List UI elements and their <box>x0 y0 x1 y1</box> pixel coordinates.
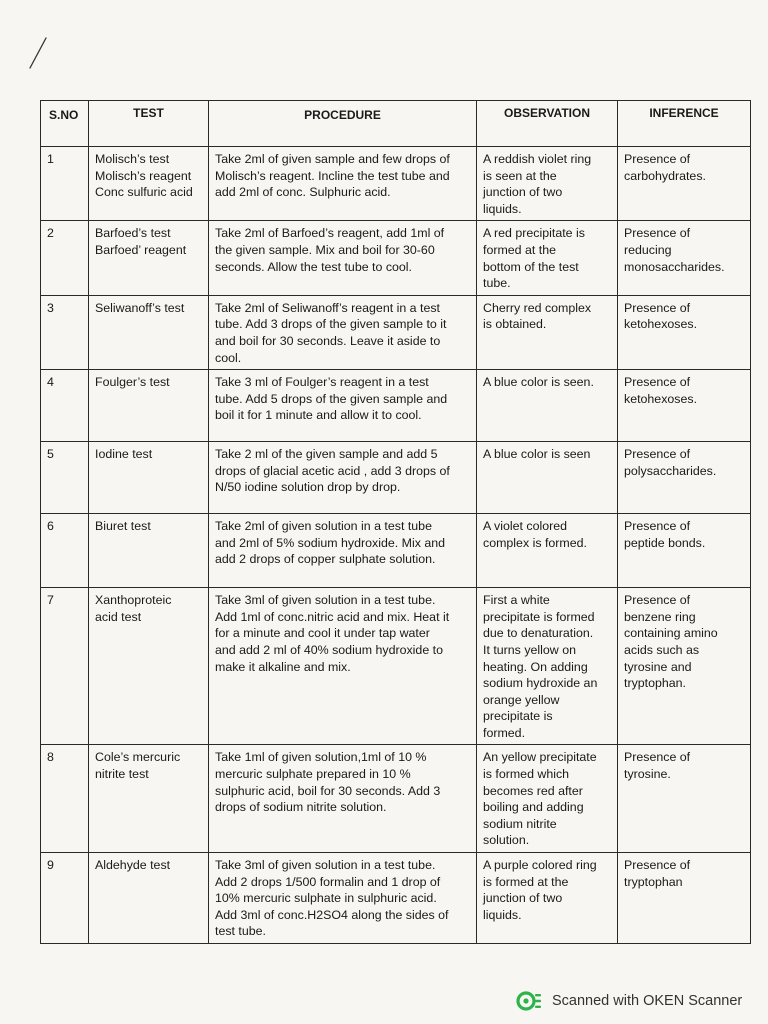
cell-procedure <box>209 514 477 588</box>
test-line: Molisch’s reagent <box>95 168 192 183</box>
observation-line: is obtained. <box>483 317 547 332</box>
cell-procedure <box>209 745 477 853</box>
observation-line: sodium nitrite <box>483 816 557 831</box>
procedure-line: and boil for 30 seconds. Leave it aside to <box>215 333 441 348</box>
cell-test <box>89 442 209 514</box>
inference-line: tyrosine. <box>624 767 671 782</box>
cell-test <box>89 745 209 853</box>
test-line: Seliwanoff’s test <box>95 300 185 315</box>
cell-inference <box>618 147 751 221</box>
scanner-watermark <box>516 990 742 1012</box>
observation-line: solution. <box>483 833 530 848</box>
observation-line: Cherry red complex <box>483 300 592 315</box>
test-line: Foulger’s test <box>95 375 170 390</box>
cell-sno: 4 <box>41 370 89 442</box>
procedure-line: cool. <box>215 350 242 365</box>
biochemistry-tests-sheet <box>40 100 750 944</box>
procedure-line: seconds. Allow the test tube to cool. <box>215 259 412 274</box>
inference-line: ketohexoses. <box>624 391 698 406</box>
inference-line: Presence of <box>624 858 691 873</box>
inference-line: acids such as <box>624 642 700 657</box>
observation-line: A red precipitate is <box>483 226 585 241</box>
procedure-line: Take 3ml of given solution in a test tube. <box>215 858 436 873</box>
table-row <box>41 853 751 944</box>
observation-line: is seen at the <box>483 168 557 183</box>
cell-observation <box>477 442 618 514</box>
test-line: Biuret test <box>95 519 151 534</box>
table-row <box>41 588 751 745</box>
cell-observation <box>477 147 618 221</box>
observation-line: complex is formed. <box>483 535 587 550</box>
procedure-line: Take 3 ml of Foulger’s reagent in a test <box>215 375 429 390</box>
procedure-line: make it alkaline and mix. <box>215 659 351 674</box>
cell-test <box>89 221 209 295</box>
procedure-line: for a minute and cool it under tap water <box>215 626 430 641</box>
procedure-line: Take 2ml of given sample and few drops of <box>215 152 450 166</box>
header-observation: OBSERVATION <box>477 101 618 147</box>
cell-observation <box>477 295 618 369</box>
inference-line: benzene ring <box>624 609 696 624</box>
table-header-row <box>41 101 751 147</box>
inference-line: Presence of <box>624 152 691 166</box>
table-row <box>41 147 751 221</box>
procedure-line: N/50 iodine solution drop by drop. <box>215 480 401 495</box>
cell-inference <box>618 221 751 295</box>
cell-sno: 7 <box>41 588 89 745</box>
cell-inference <box>618 853 751 944</box>
observation-line: due to denaturation. <box>483 626 594 641</box>
procedure-line: Add 3ml of conc.H2SO4 along the sides of <box>215 907 449 922</box>
procedure-line: Take 2ml of Barfoed’s reagent, add 1ml of <box>215 226 445 241</box>
table-row <box>41 370 751 442</box>
procedure-line: Take 3ml of given solution in a test tube. <box>215 593 436 608</box>
observation-line: is formed which <box>483 767 570 782</box>
table-row <box>41 442 751 514</box>
cell-procedure <box>209 442 477 514</box>
cell-procedure <box>209 370 477 442</box>
observation-line: formed at the <box>483 242 557 257</box>
cell-observation <box>477 221 618 295</box>
table-row <box>41 745 751 853</box>
header-inference: INFERENCE <box>618 101 751 147</box>
cell-observation <box>477 745 618 853</box>
cell-test <box>89 147 209 221</box>
observation-line: precipitate is formed <box>483 609 595 624</box>
observation-line: becomes red after <box>483 783 583 798</box>
procedure-line: Take 2 ml of the given sample and add 5 <box>215 447 438 462</box>
oken-scanner-logo-icon <box>516 990 542 1012</box>
cell-procedure <box>209 588 477 745</box>
cell-sno: 8 <box>41 745 89 853</box>
observation-line: junction of two <box>483 185 563 200</box>
inference-line: Presence of <box>624 447 691 462</box>
procedure-line: tube. Add 3 drops of the given sample to it <box>215 317 447 332</box>
procedure-line: add 2ml of conc. Sulphuric acid. <box>215 185 391 200</box>
procedure-line: Take 1ml of given solution,1ml of 10 % <box>215 750 427 765</box>
test-line: Xanthoproteic <box>95 593 172 608</box>
test-line: acid test <box>95 609 142 624</box>
cell-procedure <box>209 295 477 369</box>
cell-sno: 5 <box>41 442 89 514</box>
observation-line: is formed at the <box>483 874 569 889</box>
qualitative-tests-table <box>40 100 751 944</box>
cell-procedure <box>209 221 477 295</box>
scanner-watermark-text: Scanned with OKEN Scanner <box>552 993 743 1009</box>
observation-line: A reddish violet ring <box>483 152 592 166</box>
procedure-line: Take 2ml of given solution in a test tube <box>215 519 432 534</box>
cell-observation <box>477 853 618 944</box>
inference-line: containing amino <box>624 626 718 641</box>
cell-sno: 2 <box>41 221 89 295</box>
cell-observation <box>477 370 618 442</box>
cell-sno: 9 <box>41 853 89 944</box>
observation-line: precipitate is <box>483 709 553 724</box>
observation-line: A blue color is seen <box>483 447 591 462</box>
cell-inference <box>618 514 751 588</box>
observation-line: sodium hydroxide an <box>483 676 598 691</box>
header-test: TEST <box>89 101 209 147</box>
observation-line: A violet colored <box>483 519 568 534</box>
procedure-line: Molisch’s reagent. Incline the test tube and <box>215 168 450 183</box>
cell-inference <box>618 442 751 514</box>
cell-test <box>89 295 209 369</box>
procedure-line: Add 2 drops 1/500 formalin and 1 drop of <box>215 874 441 889</box>
inference-line: Presence of <box>624 750 691 765</box>
procedure-line: 10% mercuric sulphate in sulphuric acid. <box>215 891 437 906</box>
cell-procedure <box>209 147 477 221</box>
procedure-line: mercuric sulphate prepared in 10 % <box>215 767 411 782</box>
cell-test <box>89 588 209 745</box>
cell-inference <box>618 588 751 745</box>
inference-line: Presence of <box>624 375 691 390</box>
test-line: Aldehyde test <box>95 858 171 873</box>
procedure-line: the given sample. Mix and boil for 30-60 <box>215 242 435 257</box>
cell-sno: 3 <box>41 295 89 369</box>
observation-line: junction of two <box>483 891 563 906</box>
inference-line: tryptophan <box>624 874 683 889</box>
inference-line: Presence of <box>624 593 691 608</box>
test-line: Molisch’s test <box>95 152 170 166</box>
procedure-line: and 2ml of 5% sodium hydroxide. Mix and <box>215 535 446 550</box>
procedure-line: boil it for 1 minute and allow it to cool. <box>215 408 422 423</box>
header-procedure: PROCEDURE <box>209 101 477 147</box>
procedure-line: drops of sodium nitrite solution. <box>215 800 387 815</box>
observation-line: First a white <box>483 593 550 608</box>
test-line: Barfoed’s test <box>95 226 171 241</box>
procedure-line: sulphuric acid, boil for 30 seconds. Add 3 <box>215 783 441 798</box>
procedure-line: Take 2ml of Seliwanoff’s reagent in a test <box>215 300 440 315</box>
procedure-line: test tube. <box>215 924 266 939</box>
table-row <box>41 514 751 588</box>
header-sno: S.NO <box>41 101 89 147</box>
inference-line: carbohydrates. <box>624 168 706 183</box>
procedure-line: add 2 drops of copper sulphate solution. <box>215 552 436 567</box>
cell-sno: 1 <box>41 147 89 221</box>
test-line: Conc sulfuric acid <box>95 185 193 200</box>
inference-line: monosaccharides. <box>624 259 725 274</box>
inference-line: tyrosine and <box>624 659 692 674</box>
table-row <box>41 221 751 295</box>
test-line: nitrite test <box>95 767 149 782</box>
procedure-line: Add 1ml of conc.nitric acid and mix. Heat it <box>215 609 450 624</box>
observation-line: An yellow precipitate <box>483 750 597 765</box>
observation-line: orange yellow <box>483 692 560 707</box>
inference-line: tryptophan. <box>624 676 686 691</box>
observation-line: bottom of the test <box>483 259 579 274</box>
cell-test <box>89 514 209 588</box>
observation-line: formed. <box>483 725 526 740</box>
test-line: Cole’s mercuric <box>95 750 181 765</box>
observation-line: A purple colored ring <box>483 858 597 873</box>
observation-line: It turns yellow on <box>483 642 576 657</box>
procedure-line: drops of glacial acetic acid , add 3 drops of <box>215 463 450 478</box>
inference-line: ketohexoses. <box>624 317 698 332</box>
cell-observation <box>477 588 618 745</box>
cell-sno: 6 <box>41 514 89 588</box>
cell-procedure <box>209 853 477 944</box>
cell-test <box>89 853 209 944</box>
pen-stroke-mark <box>26 36 50 72</box>
cell-observation <box>477 514 618 588</box>
procedure-line: and add 2 ml of 40% sodium hydroxide to <box>215 642 443 657</box>
table-row <box>41 295 751 369</box>
inference-line: polysaccharides. <box>624 463 717 478</box>
cell-inference <box>618 370 751 442</box>
test-line: Iodine test <box>95 447 153 462</box>
cell-test <box>89 370 209 442</box>
cell-inference <box>618 295 751 369</box>
observation-line: boiling and adding <box>483 800 584 815</box>
observation-line: liquids. <box>483 907 522 922</box>
observation-line: liquids. <box>483 201 522 216</box>
procedure-line: tube. Add 5 drops of the given sample and <box>215 391 448 406</box>
observation-line: A blue color is seen. <box>483 375 594 390</box>
inference-line: Presence of <box>624 519 691 534</box>
inference-line: peptide bonds. <box>624 535 706 550</box>
observation-line: tube. <box>483 276 511 291</box>
inference-line: Presence of <box>624 300 691 315</box>
cell-inference <box>618 745 751 853</box>
inference-line: reducing <box>624 242 672 257</box>
observation-line: heating. On adding <box>483 659 588 674</box>
test-line: Barfoed’ reagent <box>95 242 187 257</box>
inference-line: Presence of <box>624 226 691 241</box>
